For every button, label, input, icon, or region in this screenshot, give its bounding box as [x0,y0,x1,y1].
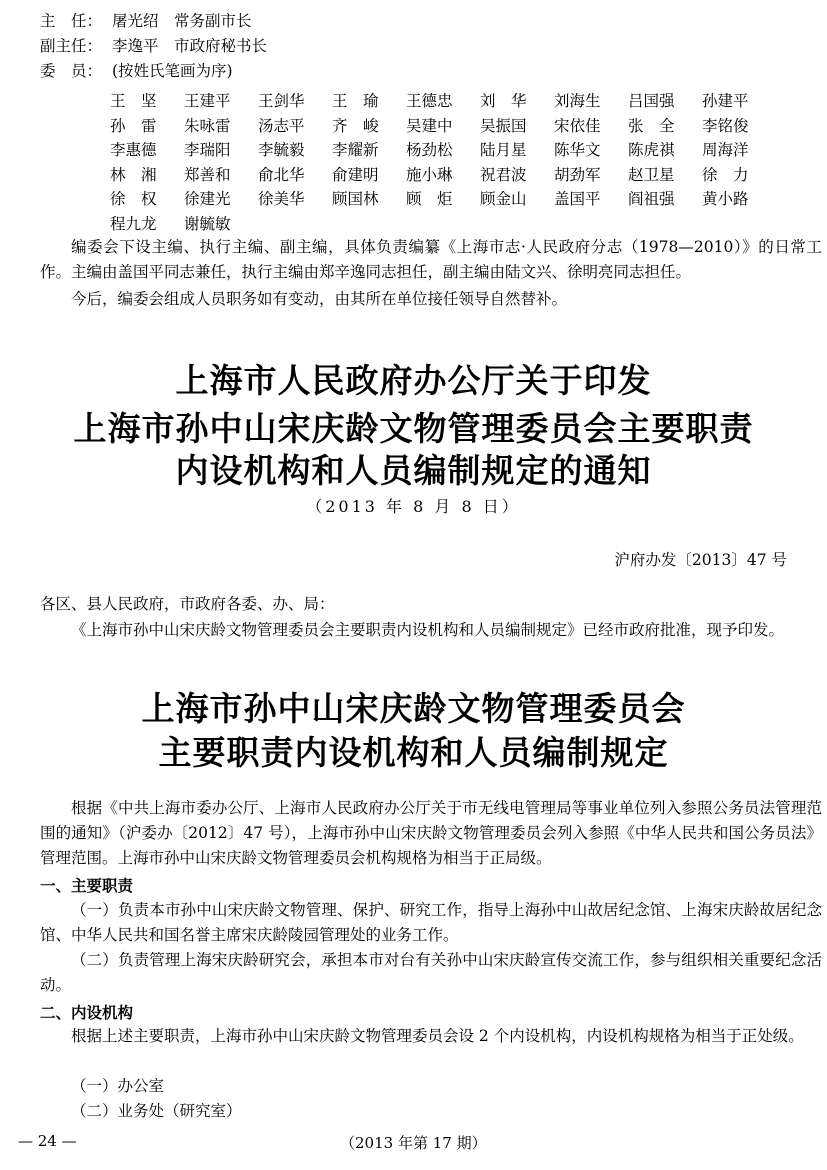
notice-recipients: 各区、县人民政府，市政府各委、办、局： [40,595,335,613]
member-name: 陆月星 [480,141,527,160]
member-name: 徐 权 [110,190,157,209]
chair-line [40,10,252,32]
org-intro: 根据上述主要职责，上海市孙中山宋庆龄文物管理委员会设 2 个内设机构，内设机构规格为相当于正处级。 [71,1027,804,1045]
vice-chair-text: 李逸平 市政府秘书长 [112,37,268,55]
member-name: 张 全 [628,116,675,135]
page-number: — 24 — [18,1132,77,1150]
member-name: 李瑞阳 [184,141,231,160]
section-2-heading: 二、内设机构 [40,1003,134,1022]
member-name: 顾 炬 [406,190,453,209]
member-name: 王 坚 [110,92,157,111]
member-name: 赵卫星 [628,165,675,184]
member-name: 王德忠 [406,92,453,111]
members-label: 委 员： [40,62,103,80]
doc-number: 沪府办发〔2013〕47 号 [614,551,787,569]
member-name: 刘海生 [554,92,601,111]
member-name: 李铭俊 [702,116,749,135]
members-grid [110,88,776,235]
org-item-1: （一）办公室 [71,1077,165,1095]
member-name: 吴建中 [406,116,453,135]
regulation-intro: 根据《中共上海市委办公厅、上海市人民政府办公厅关于市无线电管理局等事业单位列入参照公务员法管理范围的通知》（沪委办〔2012〕47 号），上海市孙中山宋庆龄文物管理委员会列入参照《中华人民共和国公务员法》管理范围。上海市孙中山宋庆龄文物管理委员会机构规格为相当于正局级。 [40,799,822,867]
members-note: (按姓氏笔画为序) [112,62,233,80]
member-name: 黄小路 [702,190,749,209]
members-row [110,137,776,162]
members-row [110,186,776,211]
member-name: 盖国平 [554,190,601,209]
member-name: 王 瑜 [332,92,379,111]
chair-text: 屠光绍 常务副市长 [112,12,252,30]
member-name: 俞建明 [332,165,379,184]
member-name: 谢毓敏 [184,214,231,233]
member-name: 徐建光 [184,190,231,209]
org-item-2: （二）业务处（研究室） [71,1102,242,1120]
member-name: 吴振国 [480,116,527,135]
duty-1: （一）负责本市孙中山宋庆龄文物管理、保护、研究工作，指导上海孙中山故居纪念馆、上海宋庆龄故居纪念馆、中华人民共和国名誉主席宋庆龄陵园管理处的业务工作。 [40,901,822,944]
member-name: 俞北华 [258,165,305,184]
members-row [110,113,776,138]
member-name: 汤志平 [258,116,305,135]
member-name: 顾国林 [332,190,379,209]
notice-title-line-2: 上海市孙中山宋庆龄文物管理委员会主要职责 [73,409,754,448]
member-name: 顾金山 [480,190,527,209]
member-name: 周海洋 [702,141,749,160]
section-1-heading: 一、主要职责 [40,876,134,895]
notice-date: （2013 年 8 月 8 日） [306,497,521,516]
regulation-title-line-1: 上海市孙中山宋庆龄文物管理委员会 [141,689,686,728]
member-name: 孙 雷 [110,116,157,135]
member-name: 杨劲松 [406,141,453,160]
member-name: 齐 峻 [332,116,379,135]
regulation-title-line-2: 主要职责内设机构和人员编制规定 [158,733,669,772]
member-name: 李惠德 [110,141,157,160]
notice-title-line-3: 内设机构和人员编制规定的通知 [175,451,652,490]
committee-paragraph-2: 今后，编委会组成人员职务如有变动，由其所在单位接任领导自然替补。 [71,290,568,308]
members-row [110,211,776,236]
member-name: 朱咏雷 [184,116,231,135]
member-name: 郑善和 [184,165,231,184]
members-row [110,162,776,187]
members-row [110,88,776,113]
member-name: 孙建平 [702,92,749,111]
vice-chair-label: 副主任： [40,37,103,55]
member-name: 程九龙 [110,214,157,233]
member-name: 李耀新 [332,141,379,160]
duty-2: （二）负责管理上海宋庆龄研究会，承担本市对台有关孙中山宋庆龄宣传交流工作，参与组织相关重要纪念活动。 [40,951,822,994]
member-name: 徐美华 [258,190,305,209]
member-name: 祝君波 [480,165,527,184]
member-name: 林 湘 [110,165,157,184]
notice-body: 《上海市孙中山宋庆龄文物管理委员会主要职责内设机构和人员编制规定》已经市政府批准，现予印发。 [71,621,785,639]
member-name: 刘 华 [480,92,527,111]
member-name: 李毓毅 [258,141,305,160]
member-name: 王建平 [184,92,231,111]
vice-chair-line [40,35,267,57]
notice-title-line-1: 上海市人民政府办公厅关于印发 [175,361,652,400]
member-name: 宋依佳 [554,116,601,135]
member-name: 王剑华 [258,92,305,111]
chair-label: 主 任： [40,12,103,30]
member-name: 徐 力 [702,165,749,184]
member-name: 施小琳 [406,165,453,184]
committee-paragraph-1: 编委会下设主编、执行主编、副主编，具体负责编纂《上海市志·人民政府分志（1978—2010）》的日常工作。主编由盖国平同志兼任，执行主编由郑辛逸同志担任，副主编由陆文兴、徐明亮同志担任。 [40,238,822,281]
issue-label: （2013 年第 17 期） [340,1134,487,1152]
member-name: 胡劲军 [554,165,601,184]
member-name: 吕国强 [628,92,675,111]
member-name: 陈虎祺 [628,141,675,160]
member-name: 阎祖强 [628,190,675,209]
members-line [40,60,233,82]
member-name: 陈华文 [554,141,601,160]
